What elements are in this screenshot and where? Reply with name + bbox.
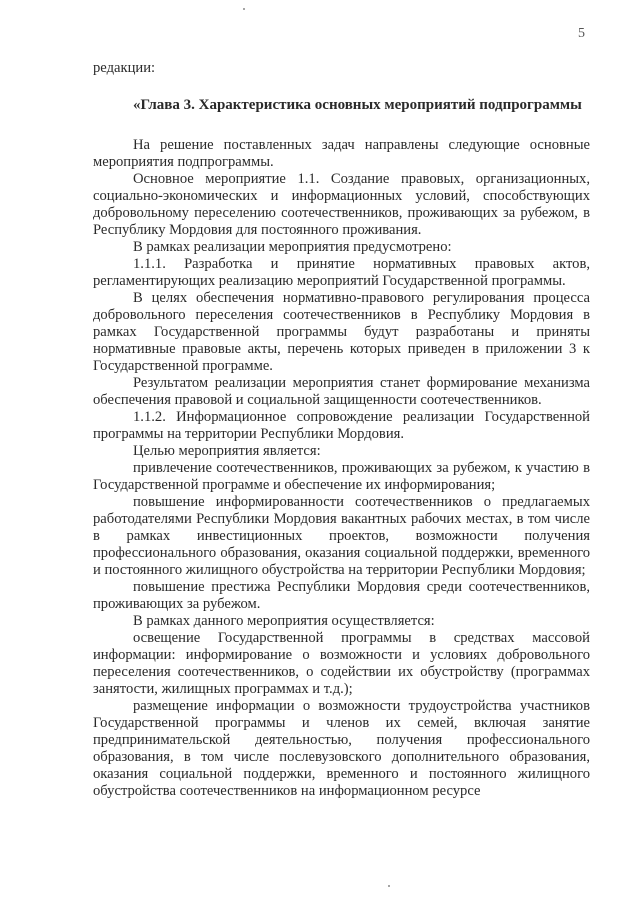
- scan-speck: [388, 885, 390, 887]
- paragraph: повышение престижа Республики Мордовия среди соотечественников, проживающих за рубежом.: [93, 579, 590, 612]
- paragraph: В рамках данного мероприятия осуществляется:: [133, 613, 435, 629]
- paragraph: освещение Государственной программы в средствах массовой информации: информирование о возможности и условиях добровольного переселения соотечественников, о содействии их обустройству (программах занятости, жилищных программах и т.д.);: [93, 630, 590, 697]
- paragraph: 1.1.1. Разработка и принятие нормативных правовых актов, регламентирующих реализацию мероприятий Государственной программы.: [93, 256, 590, 289]
- paragraph: Целью мероприятия является:: [133, 443, 321, 459]
- paragraph: повышение информированности соотечественников о предлагаемых работодателями Республики Мордовия вакантных рабочих местах, в том числе в рамках инвестиционных проектов, возможности получения профессионального образования, оказания социальной поддержки, временного и постоянного жилищного обустройства на территории Республики Мордовия;: [93, 494, 590, 578]
- paragraph: привлечение соотечественников, проживающих за рубежом, к участию в Государственной программе и обеспечение их информирования;: [93, 460, 590, 493]
- paragraph: На решение поставленных задач направлены следующие основные мероприятия подпрограммы.: [93, 137, 590, 170]
- paragraph: Основное мероприятие 1.1. Создание правовых, организационных, социально-экономических и информационных условий, способствующих добровольному переселению соотечественников, проживающих за рубежом, в Республику Мордовия для постоянного проживания.: [93, 171, 590, 238]
- paragraph: 1.1.2. Информационное сопровождение реализации Государственной программы на территории Республики Мордовия.: [93, 409, 590, 442]
- document-body: [93, 60, 590, 800]
- paragraph: Результатом реализации мероприятия станет формирование механизма обеспечения правовой и социальной защищенности соотечественников.: [93, 375, 590, 408]
- lead-line: редакции:: [93, 60, 156, 76]
- page-number: 5: [578, 26, 585, 41]
- paragraph: В целях обеспечения нормативно-правового регулирования процесса добровольного переселения соотечественников в Республику Мордовия в рамках Государственной программы будут разработаны и приняты нормативные правовые акты, перечень которых приведен в приложении 3 к Государственной программе.: [93, 290, 590, 374]
- chapter-heading: «Глава 3. Характеристика основных мероприятий подпрограммы: [133, 97, 582, 113]
- scan-speck: [243, 8, 245, 10]
- paragraph: В рамках реализации мероприятия предусмотрено:: [133, 239, 452, 255]
- paragraph: размещение информации о возможности трудоустройства участников Государственной программы и членов их семей, включая занятие предпринимательской деятельностью, получения профессионального образования, в том числе послевузовского дополнительного образования, оказания социальной поддержки, временного и постоянного жилищного обустройства соотечественников на информационном ресурсе: [93, 698, 590, 799]
